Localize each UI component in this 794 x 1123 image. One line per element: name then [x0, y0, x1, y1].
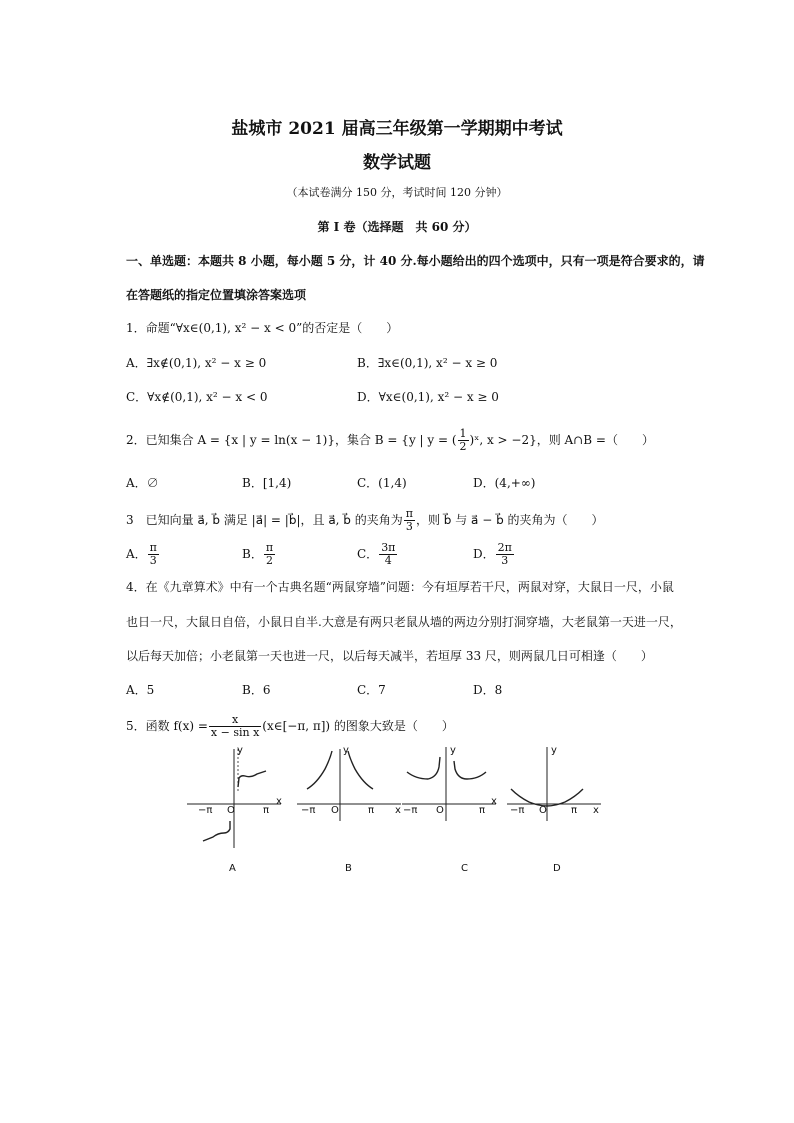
q1-option-b: B．∃x∈(0,1), x² − x ≥ 0	[357, 356, 498, 370]
q5-graph-c-label: C	[461, 863, 468, 874]
q5-graph-d-label: D	[553, 863, 561, 874]
curve-right	[348, 751, 373, 789]
q5-stem-part-a: 5．函数 f(x) =	[126, 719, 208, 733]
q3-option-c-num: 3π	[381, 541, 396, 554]
q5-graph-a-neg-pi: −π	[198, 805, 213, 816]
q3-angle-num: π	[405, 507, 413, 520]
q5-graph-a-x-label: x	[276, 796, 282, 807]
q5-function-fraction	[209, 714, 261, 739]
q4-option-b: B．6	[242, 683, 271, 697]
q2-stem	[126, 428, 654, 453]
q3-option-b-den: 2	[265, 554, 273, 567]
q5-graph-a-y-label: y	[237, 745, 243, 756]
curve-left	[203, 821, 230, 841]
q5-stem-part-b: (x∈[−π, π]) 的图象大致是（ ）	[262, 719, 454, 733]
q2-stem-part-b: )ˣ, x > −2}，则 A∩B =（ ）	[469, 433, 654, 447]
q4-line-2: 也日一尺，大鼠日自倍，小鼠日自半.大意是有两只老鼠从墙的两边分别打洞穿墙，大老鼠第一天进一尺，	[126, 615, 682, 629]
q3-option-a	[126, 542, 160, 567]
q3-stem-part-b: ，则 b⃗ 与 a⃗ − b⃗ 的夹角为（ ）	[415, 513, 604, 527]
q5-graph-a-origin: O	[227, 805, 235, 816]
curve-right	[238, 771, 266, 787]
q5-graph-d-origin: O	[539, 805, 547, 816]
q3-option-c-label: C．	[357, 547, 379, 561]
q3-option-d	[473, 542, 515, 567]
exam-note: （本试卷满分 150 分，考试时间 120 分钟）	[286, 186, 508, 199]
q5-graph-d-neg-pi: −π	[510, 805, 525, 816]
q5-graph-d-pi: π	[571, 805, 578, 816]
q2-stem-part-a: 2．已知集合 A = {x | y = ln(x − 1)}，集合 B = {y | y = (	[126, 433, 457, 447]
q5-function-num: x	[209, 714, 261, 727]
q5-graph-c-pi: π	[479, 805, 486, 816]
q2-option-a: A．∅	[126, 476, 159, 490]
q4-line-3: 以后每天加倍；小老鼠第一天也进一尺，以后每天减半，若垣厚 33 尺，则两鼠几日可相逢（ ）	[126, 649, 653, 663]
q3-stem	[126, 508, 604, 533]
q5-graph-b-pi: π	[368, 805, 375, 816]
q5-graph-d-x-label: x	[593, 805, 599, 816]
q3-option-b-num: π	[265, 541, 274, 554]
q4-option-a: A．5	[126, 683, 155, 697]
q4-option-d: D．8	[473, 683, 503, 697]
q3-option-a-label: A．	[126, 547, 147, 561]
q3-option-b-fraction	[264, 542, 275, 567]
q3-option-d-num: 2π	[497, 541, 512, 554]
section-instruction-line-2: 在答题纸的指定位置填涂答案选项	[126, 288, 307, 302]
exam-title: 盐城市 2021 届高三年级第一学期期中考试	[231, 119, 563, 139]
q1-stem: 1．命题“∀x∈(0,1), x² − x < 0”的否定是（ ）	[126, 321, 399, 335]
part-heading: 第 I 卷（选择题 共 60 分）	[317, 220, 477, 234]
q5-graph-b-x-label: x	[395, 805, 401, 816]
q5-graph-c-y-label: y	[450, 745, 456, 756]
section-instruction-line-1: 一、单选题：本题共 8 小题，每小题 5 分，计 40 分.每小题给出的四个选项中，只有一项是符合要求的，请	[126, 254, 705, 268]
q2-half-den: 2	[459, 440, 467, 453]
exam-subtitle: 数学试题	[363, 153, 431, 173]
q4-option-c: C．7	[357, 683, 386, 697]
q3-option-c-fraction	[379, 542, 397, 567]
q5-graph-c-neg-pi: −π	[403, 805, 418, 816]
q3-option-c	[357, 542, 398, 567]
q3-option-a-den: 3	[149, 554, 157, 567]
q5-graph-c-x-label: x	[491, 796, 497, 807]
q2-option-c: C．(1,4)	[357, 476, 407, 490]
q1-option-c: C．∀x∉(0,1), x² − x < 0	[126, 390, 268, 404]
q3-option-a-num: π	[149, 541, 157, 554]
q1-option-a: A．∃x∉(0,1), x² − x ≥ 0	[126, 356, 267, 370]
q1-option-d: D．∀x∈(0,1), x² − x ≥ 0	[357, 390, 499, 404]
q2-option-b: B．[1,4)	[242, 476, 292, 490]
q3-option-a-fraction	[148, 542, 159, 567]
q5-graph-b-neg-pi: −π	[301, 805, 316, 816]
q4-line-1: 4．在《九章算术》中有一个古典名题“两鼠穿墙”问题：今有垣厚若干尺，两鼠对穿，大鼠日一尺，小鼠	[126, 580, 674, 594]
q5-graph-d-y-label: y	[551, 745, 557, 756]
q3-option-d-fraction	[496, 542, 514, 567]
q5-function-den: x − sin x	[210, 726, 260, 739]
q5-graph-a-label: A	[229, 863, 236, 874]
q5-graph-c-origin: O	[436, 805, 444, 816]
q5-graph-b-label: B	[345, 863, 352, 874]
q3-option-b	[242, 542, 276, 567]
q3-option-d-label: D．	[473, 547, 495, 561]
q3-option-c-den: 4	[384, 554, 392, 567]
q5-stem	[126, 714, 454, 739]
q3-stem-part-a: 3 已知向量 a⃗, b⃗ 满足 |a⃗| = |b⃗|，且 a⃗, b⃗ 的夹角为	[126, 513, 403, 527]
curve-left	[307, 751, 332, 789]
q3-option-b-label: B．	[242, 547, 263, 561]
q3-option-d-den: 3	[501, 554, 509, 567]
curve-left	[407, 757, 440, 779]
q5-graph-a-pi: π	[263, 805, 270, 816]
q5-graph-b-origin: O	[331, 805, 339, 816]
q3-angle-den: 3	[405, 520, 413, 533]
q3-angle-fraction	[404, 508, 415, 533]
q2-half-fraction	[458, 428, 469, 453]
q5-graph-a	[185, 745, 285, 850]
q2-option-d: D．(4,+∞)	[473, 476, 536, 490]
q5-graph-b-y-label: y	[343, 745, 349, 756]
curve-right	[454, 761, 486, 779]
q2-half-num: 1	[459, 427, 467, 440]
